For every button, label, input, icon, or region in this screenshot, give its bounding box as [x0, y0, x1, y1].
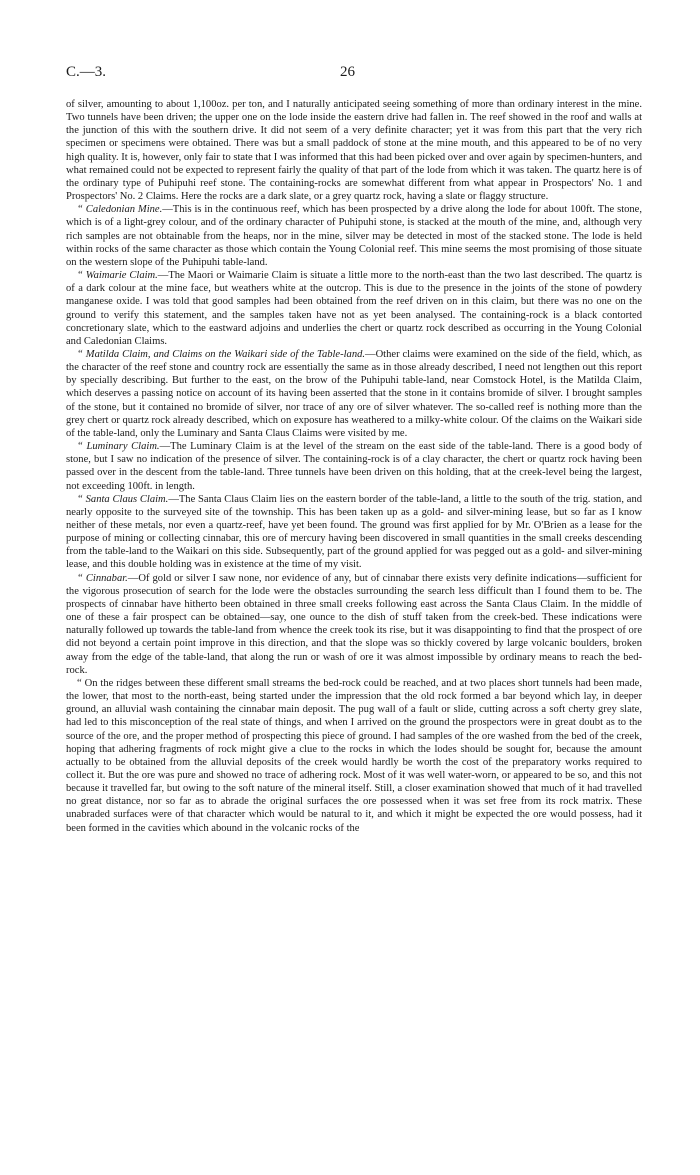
- document-reference: C.—3.: [66, 64, 107, 80]
- paragraph-text: —Of gold or silver I saw none, nor evidence of any, but of cinnabar there exists very definite indications—sufficient for the vigorous prosecution of search for the lode were the obstacles surrounding the search less difficult than I found them to be. The prospects of cinnabar have hitherto been obtained in three small creeks following east across the Santa Claus Claim. In the middle of one of these a fair prospect can be obtained—say, one ounce to the dish of stuff taken from the creek-bed. These indications were naturally followed up towards the table-land from whence the creek took its rise, but it was disappointing to find that the prospect of ore did not beyond a certain point improve in this direction, and that the slope was so thickly covered by large volcanic boulders, broken away from the edge of the table-land, that along the run or wash of ore it was almost impossible by ordinary means to reach the bed-rock.: [66, 572, 642, 676]
- page-header: [66, 64, 634, 84]
- paragraph: [66, 203, 642, 269]
- paragraph-text: “ On the ridges between these different small streams the bed-rock could be reached, and at two places short tunnels had been made, the lower, that most to the north-east, being started under the impression that the old rock formed a bar beyond which lay, in deeper ground, an alluvial wash containing the cinnabar main deposit. The pug wall of a fault or slide, cutting across a soft cherty grey slate, had led to this misconception of the real state of things, and when I arrived on the ground the prospectors were in great doubt as to the source of the ore, and the proper method of prospecting this piece of ground. I had samples of the ore washed from the bed of the creek, hoping that adhering fragments of rock might give a clue to the rocks in which the lodes should be sought for, because the amount actually to be obtained from the alluvial deposits of the creek would hardly be worth the cost of the preparatory works required to collect it. But the ore was pure and showed no trace of adhering rock. Most of it was well water-worn, or appeared to be so, and this not because it travelled far, but owing to the soft nature of the mineral itself. Still, a closer examination showed that much of it had travelled no great distance, nor so far as to abrade the original surfaces the ore possessed when it was set free from its rock matrix. These unabraded surfaces were of that character which would be natural to it, and which it might be expected the ore would possess, had it been formed in the cavities which abound in the volcanic rocks of the: [66, 677, 642, 834]
- paragraph-text: —The Maori or Waimarie Claim is situate a little more to the north-east than the two last described. The quartz is of a dark colour at the mine face, but weathers white at the outcrop. This is due to the presence in the joints of the stone of powdery manganese oxide. I was told that good samples had been obtained from the reef driven on in this claim, but there was no one on the ground to verify this statement, and the samples taken have not as yet been analysed. The containing-rock is a black contorted concretionary slate, which to the eastward adjoins and underlies the chert or quartz rock described as occurring in the Young Colonial and Caledonian Claims.: [66, 270, 642, 347]
- paragraph-heading: “ Matilda Claim, and Claims on the Waikari side of the Table-land.: [77, 348, 366, 360]
- paragraph-heading: “ Luminary Claim.: [77, 441, 160, 453]
- paragraph: [66, 348, 642, 440]
- paragraph: [66, 269, 642, 348]
- paragraph-text: —Other claims were examined on the side of the field, which, as the character of the reef stone and country rock are essentially the same as in those already described, I need not lengthen out this report by specially describing. But further to the east, on the brow of the Puhipuhi table-land, near Comstock Hotel, is the Matilda Claim, which deserves a passing notice on account of its having been asserted that the stone in it contains bromide of silver. I brought samples of the stone, but it contained no bromide of silver, nor trace of any ore of silver whatever. The so-called reef is nothing more than the grey chert or quartz rock already described, which on exposure has weathered to a milky-white colour. Of the claims on the Waikari side of the table-land, only the Luminary and Santa Claus Claims were visited by me.: [66, 348, 642, 439]
- paragraph: [66, 98, 642, 203]
- paragraph-text: —The Santa Claus Claim lies on the eastern border of the table-land, a little to the south of the trig. station, and nearly opposite to the surveyed site of the township. This has been taken up as a gold- and silver-mining lease, but so far as I know neither of these metals, nor even a quartz-reef, have yet been found. The ground was first applied for by Mr. O'Brien as a lease for the purpose of mining or collecting cinnabar, this ore of mercury having been discovered in small quantities in the small creeks descending from the table-land to the Waikari on this side. Subsequently, part of the ground applied for was pegged out as a gold- and silver-mining lease, and this double holding was in existence at the time of my visit.: [66, 493, 642, 571]
- paragraph: [66, 572, 642, 677]
- paragraph: [66, 440, 642, 493]
- page-number: 26: [340, 64, 355, 80]
- body-text: [66, 98, 642, 835]
- paragraph-heading: “ Caledonian Mine.: [77, 204, 163, 216]
- paragraph-heading: “ Waimarie Claim.: [77, 270, 158, 282]
- paragraph-text: —This is in the continuous reef, which has been prospected by a drive along the lode for about 100ft. The stone, which is of a light-grey colour, and of the ordinary character of Puhipuhi stone, is stacked at the mouth of the mine, and, although very rich samples are not obtainable from the heaps, nor in the mine, silver may be detected in most of the stacked stone. The lode is held within rocks of the same character as those which contain the Young Colonial reef. This mine seems the most promising of those situate on the western slope of the Puhipuhi table-land.: [66, 204, 642, 268]
- paragraph: [66, 677, 642, 835]
- paragraph-text: —The Luminary Claim is at the level of the stream on the east side of the table-land. There is a good body of stone, but I saw no indication of the presence of silver. The containing-rock is of a clay character, the chert or quartz rock having been passed over in the descent from the table-land. Three tunnels have been driven on this holding, that at the creek-level being the largest, not exceeding 100ft. in length.: [66, 441, 642, 492]
- paragraph-text: of silver, amounting to about 1,100oz. per ton, and I naturally anticipated seeing something of more than ordinary interest in the mine. Two tunnels have been driven; the upper one on the lode inside the eastern drive had fallen in. The reef showed in the roof and walls at the junction of this with the southern drive. It did not seem of a very definite character; yet it was from this part that the very rich specimen or specimens were obtained. There was but a small paddock of stone at the mine mouth, and this appeared to be of no very high quality. It is, however, only fair to state that I was informed that this had been picked over and over again by specimen-hunters, and what remained could not be expected to represent fairly the quality of that part of the lode from which it was taken. The quartz here is of the ordinary type of Puhipuhi reef stone. The containing-rocks are somewhat different from what appear in Prospectors' No. 1 and Prospectors' No. 2 Claims. Here the rocks are a dark slate, or a grey quartz rock, having a slate or flaggy structure.: [66, 99, 642, 203]
- paragraph-heading: “ Cinnabar.: [77, 572, 128, 584]
- paragraph: [66, 493, 642, 572]
- paragraph-heading: “ Santa Claus Claim.: [77, 493, 169, 505]
